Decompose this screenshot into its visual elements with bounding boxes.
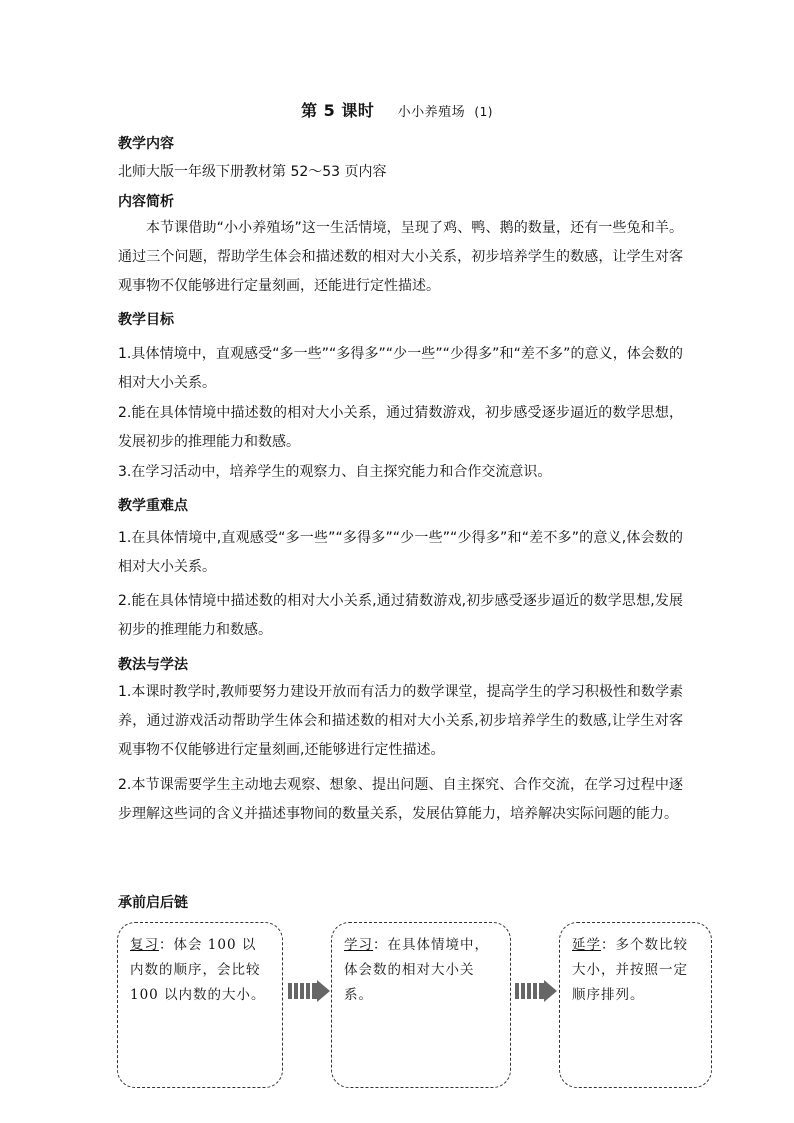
extend-box — [559, 922, 712, 1088]
learn-label: 学习 — [344, 937, 373, 953]
goal-3: 3.在学习活动中，培养学生的观察力、自主探究能力和合作交流意识。 — [118, 464, 552, 480]
arrow-right-icon — [288, 980, 330, 1002]
heading-brief: 内容简析 — [118, 194, 174, 210]
arrow-right-icon — [515, 980, 557, 1002]
extend-label: 延学 — [572, 937, 601, 953]
review-text: ：体会 100 以内数的顺序，会比较 100 以内数的大小。 — [130, 937, 266, 1003]
key-point-1: 1.在具体情境中,直观感受“多一些”“多得多”“少一些”“少得多”和“差不多”的意义,体会数的相对大小关系。 — [118, 530, 683, 575]
lesson-title — [0, 98, 794, 121]
brief-text: 本节课借助“小小养殖场”这一生活情境，呈现了鸡、鸭、鹅的数量，还有一些兔和羊。通过三个问题，帮助学生体会和描述数的相对大小关系，初步培养学生的数感，让学生对客观事物不仅能够进行定量刻画，还能进行定性描述。 — [118, 220, 683, 294]
heading-goals: 教学目标 — [118, 312, 174, 328]
learn-text: ：在具体情境中，体会数的相对大小关系。 — [344, 937, 489, 1003]
heading-methods: 教法与学法 — [118, 657, 188, 673]
method-1: 1.本课时教学时,教师要努力建设开放而有活力的数学课堂，提高学生的学习积极性和数学素养，通过游戏活动帮助学生体会和描述数的相对大小关系,初步培养学生的数感,让学生对客观事物不仅能够进行定量刻画,还能够进行定性描述。 — [118, 684, 683, 758]
method-2: 2.本节课需要学生主动地去观察、想象、提出问题、自主探究、合作交流，在学习过程中逐步理解这些词的含义并描述事物间的数量关系，发展估算能力，培养解决实际问题的能力。 — [118, 777, 683, 822]
review-box — [117, 922, 283, 1088]
key-point-2: 2.能在具体情境中描述数的相对大小关系,通过猜数游戏,初步感受逐步逼近的数学思想,发展初步的推理能力和数感。 — [118, 593, 683, 638]
heading-content: 教学内容 — [118, 136, 174, 152]
heading-key-points: 教学重难点 — [118, 498, 188, 514]
review-label: 复习 — [130, 937, 159, 953]
content-text: 北师大版一年级下册教材第 52～53 页内容 — [118, 164, 387, 180]
lesson-part: (1) — [474, 105, 493, 119]
heading-chain: 承前启后链 — [118, 895, 188, 911]
goal-1: 1.具体情境中，直观感受“多一些”“多得多”“少一些”“少得多”和“差不多”的意义，体会数的相对大小关系。 — [118, 346, 683, 391]
goal-2: 2.能在具体情境中描述数的相对大小关系，通过猜数游戏，初步感受逐步逼近的数学思想，发展初步的推理能力和数感。 — [118, 405, 683, 450]
lesson-topic: 小小养殖场 — [397, 105, 466, 120]
extend-text: ：多个数比较大小，并按照一定顺序排列。 — [572, 937, 688, 1003]
lesson-number: 第 5 课时 — [301, 101, 375, 120]
learn-box — [331, 922, 511, 1088]
